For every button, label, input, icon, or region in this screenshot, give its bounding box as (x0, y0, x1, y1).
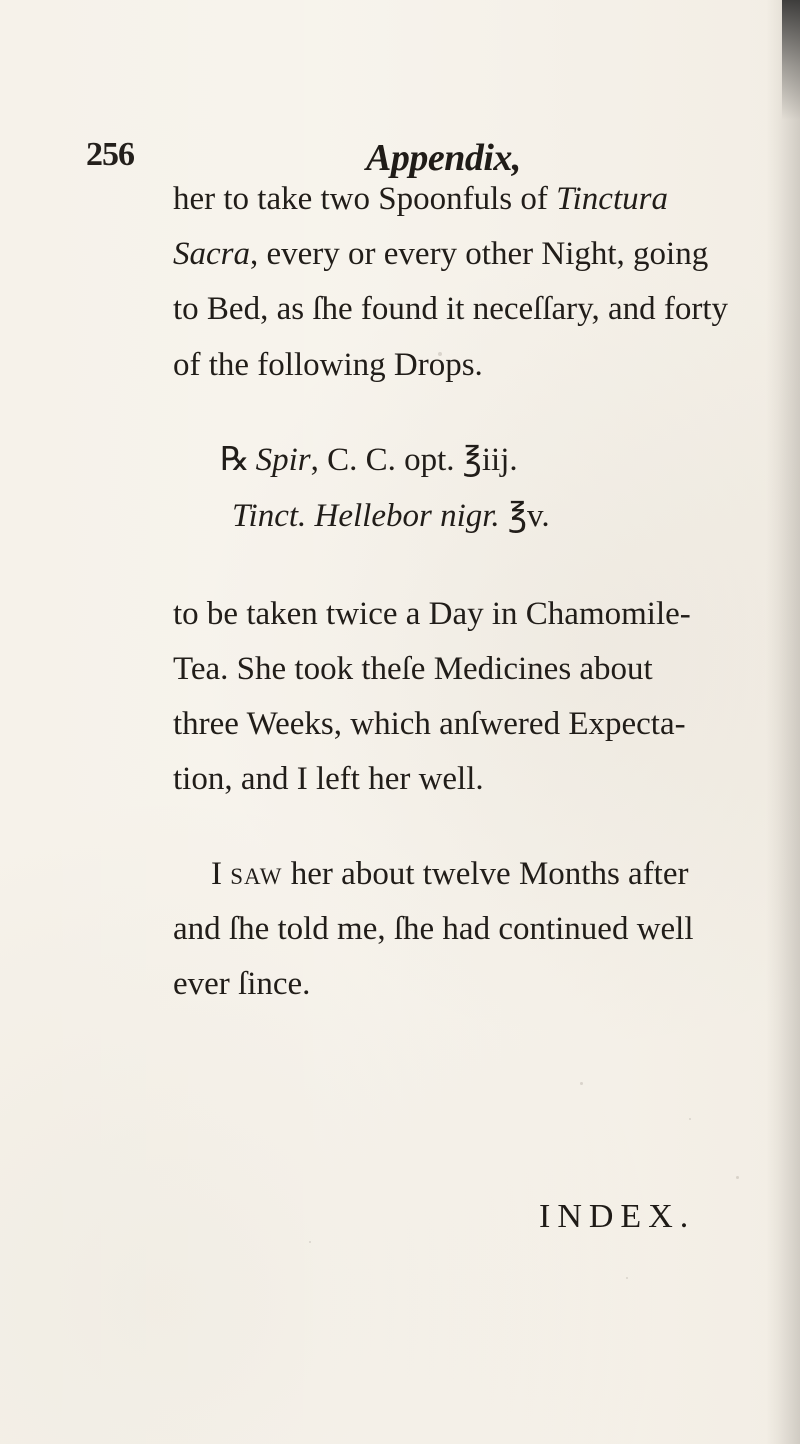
paragraph-2-line-3: three Weeks, which anſwered Expecta- (173, 706, 686, 742)
paper-speck-1 (438, 352, 442, 356)
prescription-line-1 (220, 444, 518, 477)
paragraph-2-line-4: tion, and I left her well. (173, 761, 484, 797)
index-heading: INDEX. (539, 1198, 696, 1235)
page-corner-shadow (782, 0, 800, 120)
paper-speck-2 (580, 1082, 583, 1085)
paragraph-3-line-1-text: her about twelve Months after (282, 856, 689, 892)
paper-speck-6 (309, 1241, 311, 1243)
sacra-italic: Sacra (173, 236, 250, 272)
saw-small-caps: saw (230, 856, 283, 892)
paragraph-2-line-1: to be taken twice a Day in Chamomile- (173, 596, 691, 632)
page-number: 256 (86, 136, 134, 173)
rx-symbol-icon: ℞ (220, 442, 250, 478)
paper-speck-5 (736, 1176, 739, 1179)
page-edge-shadow (766, 0, 800, 1444)
tinctura-italic: Tinctura (556, 181, 668, 217)
paragraph-1-line-2-text: , every or every other Night, going (250, 236, 709, 272)
prescription-line-1-text: , C. C. opt. ℥iij. (310, 442, 518, 478)
paragraph-1-line-1-text: her to take two Spoonfuls of (173, 181, 557, 217)
paragraph-1-line-3: to Bed, as ſhe found it neceſſary, and forty (173, 291, 729, 327)
paper-speck-3 (689, 1118, 691, 1120)
prescription-line-2 (232, 500, 550, 533)
running-head: Appendix, (366, 137, 521, 179)
initial-i: I (211, 856, 222, 892)
prescription-line-2-text: ℥v. (499, 498, 550, 534)
spir-italic: Spir (255, 442, 311, 478)
tinct-hellebor-italic: Tinct. Hellebor nigr. (232, 498, 500, 534)
paragraph-3-line-3: ever ſince. (173, 966, 311, 1002)
paragraph-1-line-4: of the following Drops. (173, 347, 483, 383)
paragraph-1-line-2 (173, 238, 708, 271)
paragraph-1-line-1 (173, 183, 668, 216)
paper-speck-4 (626, 1277, 628, 1279)
paragraph-2-line-2: Tea. She took theſe Medicines about (173, 651, 653, 687)
paragraph-3-line-2: and ſhe told me, ſhe had continued well (173, 911, 694, 947)
paragraph-3-line-1 (211, 858, 689, 891)
